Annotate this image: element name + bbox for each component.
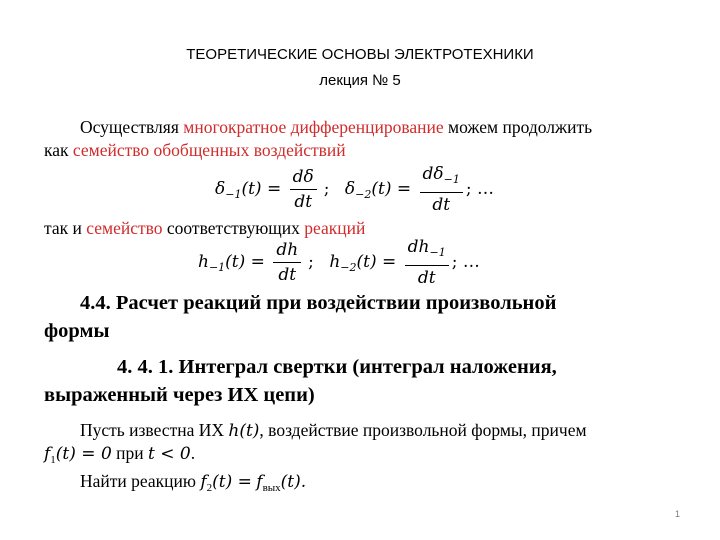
lecture-subtitle: лекция № 5	[319, 72, 401, 89]
fraction-dh-dt: $\frac{dh}{dt}$	[273, 239, 301, 286]
paragraph-4: Найти реакцию $f_2(t) = f_{вых}(t)$.	[80, 471, 307, 494]
equation-h: $h_{-1}(t)$ = $\frac{dh}{dt}$ ; $h_{-2}(t)$ = $\frac{dh_{-1}}{dt}$ ; …	[198, 237, 480, 288]
section-heading-line-1: 4.4. Расчет реакций при воздействии произвольной	[80, 292, 557, 314]
paragraph-3-line-1: Пусть известна ИХ h(t), воздействие произвольной формы, причем	[80, 420, 587, 441]
subsection-heading-line-2: выраженный через ИХ цепи)	[44, 384, 315, 406]
highlight-generalized-actions: семейство обобщенных воздействий	[72, 140, 346, 160]
paragraph-1-line-1: Осуществляя многократное дифференцирование можем продолжить	[80, 117, 593, 137]
subsection-heading-line-1: 4. 4. 1. Интеграл свертки (интеграл наложения,	[117, 356, 557, 378]
fraction-d-delta1-dt: $\frac{d\delta_{-1}}{dt}$	[420, 163, 463, 216]
page-number: 1	[674, 509, 680, 519]
section-heading-line-2: формы	[44, 320, 110, 342]
paragraph-3-line-2: $f_1(t) = 0$ при t < 0.	[44, 443, 196, 466]
equation-delta: $\delta_{-1}(t)$ = $\frac{d\delta}{dt}$ ; $\delta_{-2}(t)$ = $\frac{d\delta_{-1}}{dt}$ ; …	[215, 164, 494, 215]
paragraph-2: так и семейство соответствующих реакций	[44, 218, 366, 238]
highlight-differentiation: многократное дифференцирование	[183, 117, 444, 137]
fraction-dh1-dt: $\frac{dh_{-1}}{dt}$	[405, 236, 449, 289]
fraction-d-delta-dt: $\frac{d\delta}{dt}$	[290, 166, 317, 213]
highlight-family: семейство	[86, 218, 163, 238]
paragraph-1-line-2: как семейство обобщенных воздействий	[44, 140, 346, 160]
slide-title: ТЕОРЕТИЧЕСКИЕ ОСНОВЫ ЭЛЕКТРОТЕХНИКИ	[186, 46, 534, 63]
highlight-reactions: реакций	[304, 218, 366, 238]
